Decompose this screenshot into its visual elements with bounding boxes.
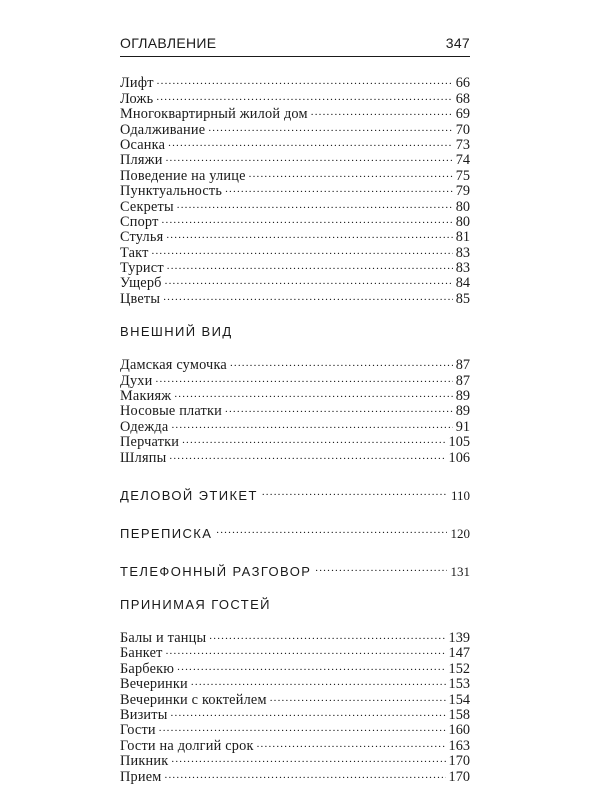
leader-dots <box>177 195 453 210</box>
toc-entry-page: 80 <box>455 198 470 215</box>
toc-entry-label: Такт <box>120 244 149 261</box>
toc-entry-label: Осанка <box>120 136 166 153</box>
toc-entry-label: Гости <box>120 722 156 739</box>
toc-entry <box>120 657 470 677</box>
toc-entry <box>120 164 470 184</box>
toc-entry <box>120 134 470 153</box>
section-page: 120 <box>450 525 470 541</box>
leader-dots <box>311 103 453 118</box>
leader-dots <box>165 272 453 287</box>
leader-dots <box>191 673 446 688</box>
toc-entry-label: Пикник <box>120 753 169 770</box>
leader-dots <box>225 400 453 415</box>
toc-entry-page: 89 <box>455 388 470 405</box>
leader-dots <box>156 369 453 384</box>
toc-entry-label: Турист <box>120 260 164 277</box>
toc-entry <box>120 704 470 723</box>
toc-entry <box>120 765 470 785</box>
leader-dots <box>216 520 446 538</box>
toc-entry <box>120 72 470 92</box>
leader-dots <box>166 149 453 164</box>
toc-section-phone-conversation <box>120 558 470 579</box>
leader-dots <box>230 354 453 369</box>
toc-entry <box>120 211 470 230</box>
toc-entry-label: Банкет <box>120 645 163 662</box>
toc-entry-label: Духи <box>120 372 153 389</box>
leader-dots <box>262 482 447 500</box>
leader-dots <box>152 241 453 256</box>
toc-entry-page: 66 <box>455 75 470 92</box>
section-page: 110 <box>450 487 470 503</box>
leader-dots <box>157 72 453 87</box>
toc-entry <box>120 257 470 277</box>
toc-entry-page: 170 <box>448 753 470 770</box>
toc-entry <box>120 103 470 123</box>
toc-entry-label: Пляжи <box>120 152 163 169</box>
toc-entry <box>120 354 470 374</box>
toc-entry <box>120 627 470 646</box>
toc-entry-page: 75 <box>455 167 470 184</box>
toc-entry-label: Носовые платки <box>120 403 223 420</box>
toc-entry <box>120 446 470 466</box>
toc-entry-label: Вечеринки с коктейлем <box>120 691 267 708</box>
leader-dots <box>225 180 453 195</box>
leader-dots <box>208 118 452 133</box>
toc-entry-page: 81 <box>455 229 470 246</box>
toc-entry-label: Вечеринки <box>120 676 188 693</box>
toc-entry <box>120 750 470 770</box>
toc-entry-page: 153 <box>448 676 470 693</box>
leader-dots <box>169 446 445 461</box>
toc-entry-page: 85 <box>455 290 470 307</box>
toc-entry-page: 163 <box>448 737 470 754</box>
toc-entry-page: 91 <box>455 418 470 435</box>
leader-dots <box>171 704 446 719</box>
toc-section-correspondence <box>120 520 470 541</box>
table-of-contents <box>120 72 470 785</box>
toc-entry-label: Визиты <box>120 706 168 723</box>
toc-entry-page: 139 <box>448 629 470 646</box>
leader-dots <box>209 627 445 642</box>
section-title: ПЕРЕПИСКА <box>120 525 213 541</box>
leader-dots <box>166 642 446 657</box>
toc-group-appearance <box>120 354 470 466</box>
section-page: 131 <box>450 563 470 579</box>
leader-dots <box>171 750 445 765</box>
leader-dots <box>257 734 446 749</box>
toc-entry-page: 79 <box>455 183 470 200</box>
toc-entry <box>120 272 470 292</box>
toc-entry-page: 68 <box>455 90 470 107</box>
toc-entry <box>120 369 470 389</box>
leader-dots <box>171 415 452 430</box>
toc-entry-label: Секреты <box>120 198 174 215</box>
leader-dots <box>156 87 452 102</box>
leader-dots <box>162 211 453 226</box>
toc-entry-page: 158 <box>448 706 470 723</box>
toc-entry-label: Гости на долгий срок <box>120 737 254 754</box>
toc-entry-page: 83 <box>455 244 470 261</box>
toc-entry-label: Шляпы <box>120 449 167 466</box>
toc-entry-page: 170 <box>448 768 470 785</box>
running-header-page-number: 347 <box>445 35 470 51</box>
running-header <box>120 35 470 57</box>
spacer <box>120 303 470 323</box>
leader-dots <box>168 134 453 149</box>
leader-dots <box>174 385 452 400</box>
toc-entry-label: Макияж <box>120 388 172 405</box>
toc-entry-label: Поведение на улице <box>120 167 246 184</box>
toc-entry-page: 154 <box>448 691 470 708</box>
toc-entry-page: 106 <box>448 449 470 466</box>
toc-entry-label: Барбекю <box>120 660 175 677</box>
toc-entry-label: Ложь <box>120 90 154 107</box>
toc-entry <box>120 149 470 169</box>
leader-dots <box>182 431 445 446</box>
toc-entry-page: 152 <box>448 660 470 677</box>
toc-entry-page: 160 <box>448 722 470 739</box>
toc-entry-label: Пунктуальность <box>120 183 223 200</box>
toc-group-receiving-guests <box>120 627 470 785</box>
toc-entry <box>120 226 470 246</box>
toc-entry-label: Одежда <box>120 418 169 435</box>
toc-entry <box>120 87 470 107</box>
leader-dots <box>166 226 452 241</box>
toc-entry-label: Спорт <box>120 213 159 230</box>
toc-entry-page: 80 <box>455 213 470 230</box>
toc-entry-label: Ущерб <box>120 275 162 292</box>
toc-entry-label: Прием <box>120 768 162 785</box>
section-title-appearance: ВНЕШНИЙ ВИД <box>120 323 233 339</box>
toc-entry-page: 87 <box>455 357 470 374</box>
section-title: ДЕЛОВОЙ ЭТИКЕТ <box>120 487 258 503</box>
toc-entry <box>120 415 470 435</box>
toc-entry <box>120 734 470 754</box>
leader-dots <box>167 257 453 272</box>
toc-entry-label: Перчатки <box>120 434 180 451</box>
toc-section-business-etiquette <box>120 482 470 503</box>
leader-dots <box>177 657 445 672</box>
toc-entry <box>120 642 470 662</box>
toc-entry <box>120 241 470 261</box>
toc-entry-label: Многоквартирный жилой дом <box>120 106 308 123</box>
leader-dots <box>270 688 446 703</box>
toc-entry-label: Балы и танцы <box>120 629 207 646</box>
leader-dots <box>163 287 453 302</box>
toc-group-continued <box>120 72 470 307</box>
leader-dots <box>315 558 446 576</box>
running-header-title: ОГЛАВЛЕНИЕ <box>120 35 217 51</box>
toc-entry-page: 70 <box>455 121 470 138</box>
toc-entry-label: Стулья <box>120 229 164 246</box>
leader-dots <box>159 719 446 734</box>
toc-entry-page: 84 <box>455 275 470 292</box>
toc-entry-page: 105 <box>448 434 470 451</box>
toc-entry-page: 147 <box>448 645 470 662</box>
toc-entry-page: 74 <box>455 152 470 169</box>
toc-entry-page: 69 <box>455 106 470 123</box>
spacer <box>120 341 470 354</box>
toc-entry-label: Одалживание <box>120 121 206 138</box>
toc-entry-page: 87 <box>455 372 470 389</box>
toc-entry-label: Цветы <box>120 290 161 307</box>
toc-entry <box>120 287 470 307</box>
spacer <box>120 614 470 627</box>
toc-entry-page: 73 <box>455 136 470 153</box>
toc-entry-label: Дамская сумочка <box>120 357 227 374</box>
toc-entry <box>120 431 470 451</box>
spacer <box>120 462 470 482</box>
header-rule <box>120 56 470 57</box>
section-title-receiving-guests: ПРИНИМАЯ ГОСТЕЙ <box>120 596 271 612</box>
leader-dots <box>165 765 446 780</box>
toc-entry <box>120 719 470 739</box>
toc-entry-label: Лифт <box>120 75 154 92</box>
toc-entry-page: 89 <box>455 403 470 420</box>
leader-dots <box>249 164 453 179</box>
toc-entry <box>120 400 470 420</box>
section-title: ТЕЛЕФОННЫЙ РАЗГОВОР <box>120 563 312 579</box>
toc-entry <box>120 385 470 405</box>
toc-entry-page: 83 <box>455 260 470 277</box>
